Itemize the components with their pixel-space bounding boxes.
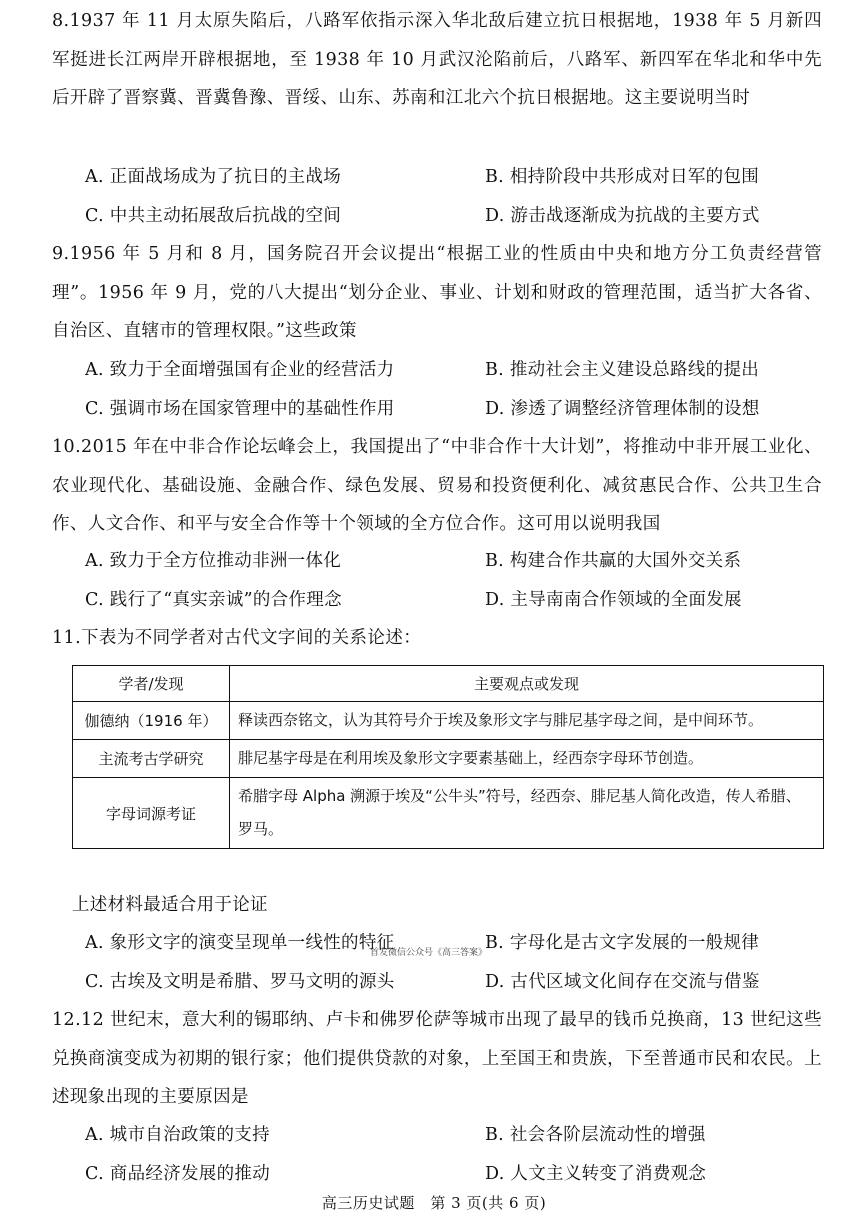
table-cell-view: 希腊字母 Alpha 溯源于埃及“公牛头”符号，经西奈、腓尼基人简化改造，传人希腊、罗马。 [230,778,824,849]
question-number: 11. [52,628,82,648]
question-9 [52,235,822,351]
question-stem: 1956 年 5 月和 8 月，国务院召开会议提出“根据工业的性质由中央和地方分工负责经营管理”。1956 年 9 月，党的八大提出“划分企业、事业、计划和财政的管理范围，适当扩大各省、自治区、直辖市的管理权限。”这些政策 [52,244,822,341]
question-stem: 下表为不同学者对古代文字间的关系论述： [81,628,422,648]
question-stem: 1937 年 11 月太原失陷后，八路军依指示深入华北敌后建立抗日根据地，1938 年 5 月新四军挺进长江两岸开辟根据地，至 1938 年 10 月武汉沦陷前后，八路军、新四军在华北和华中先后开辟了晋察冀、晋冀鲁豫、晋绥、山东、苏南和江北六个抗日根据地。这主要说明当时 [52,11,822,108]
question-12 [52,1001,822,1117]
scholar-table [72,665,824,849]
question-12-options [85,1116,825,1193]
table-header: 学者/发现 [73,666,230,702]
option-d[interactable]: D. 古代区域文化间存在交流与借鉴 [485,971,760,992]
table-row [73,740,824,778]
option-d[interactable]: D. 渗透了调整经济管理体制的设想 [485,398,760,419]
table-cell-scholar: 字母词源考证 [73,778,230,849]
table-row [73,778,824,849]
table-cell-scholar: 主流考古学研究 [73,740,230,778]
question-number: 10. [52,437,82,457]
question-11-options [85,924,825,1001]
option-a[interactable]: A. 致力于全面增强国有企业的经营活力 [85,360,395,380]
question-10-options [85,542,825,619]
option-d[interactable]: D. 人文主义转变了消费观念 [485,1163,707,1184]
question-11 [52,619,822,658]
option-a[interactable]: A. 象形文字的演变呈现单一线性的特征 [85,933,395,953]
option-b[interactable]: B. 相持阶段中共形成对日军的包围 [485,167,760,187]
question-8-options [85,158,825,235]
table-cell-view: 腓尼基字母是在利用埃及象形文字要素基础上，经西奈字母环节创造。 [230,740,824,778]
table-row [73,702,824,740]
option-b[interactable]: B. 推动社会主义建设总路线的提出 [485,360,760,380]
table-cell-view: 释读西奈铭文，认为其符号介于埃及象形文字与腓尼基字母之间，是中间环节。 [230,702,824,740]
question-stem: 2015 年在中非合作论坛峰会上，我国提出了“中非合作十大计划”，将推动中非开展工业化、农业现代化、基础设施、金融合作、绿色发展、贸易和投资便利化、减贫惠民合作、公共卫生合作、人文合作、和平与安全合作等十个领域的全方位合作。这可用以说明我国 [52,437,822,534]
table-header: 主要观点或发现 [230,666,824,702]
option-c[interactable]: C. 古埃及文明是希腊、罗马文明的源头 [85,971,395,992]
option-b[interactable]: B. 字母化是古文字发展的一般规律 [485,933,760,953]
option-a[interactable]: A. 致力于全方位推动非洲一体化 [85,551,342,571]
question-9-options [85,351,825,428]
option-c[interactable]: C. 强调市场在国家管理中的基础性作用 [85,398,395,419]
question-stem: 12 世纪末，意大利的锡耶纳、卢卡和佛罗伦萨等城市出现了最早的钱币兑换商，13 世纪这些兑换商演变成为初期的银行家；他们提供贷款的对象，上至国王和贵族，下至普通市民和农民。上述现象出现的主要原因是 [52,1010,822,1107]
question-8 [52,2,822,118]
option-c[interactable]: C. 践行了“真实亲诚”的合作理念 [85,589,342,610]
table-header-row [73,666,824,702]
watermark: 首发微信公众号《高三答案》 [370,948,488,958]
option-c[interactable]: C. 商品经济发展的推动 [85,1163,270,1184]
table-cell-scholar: 伽德纳（1916 年） [73,702,230,740]
question-number: 8. [52,11,70,31]
question-number: 9. [52,244,70,264]
option-a[interactable]: A. 城市自治政策的支持 [85,1125,270,1145]
option-b[interactable]: B. 社会各阶层流动性的增强 [485,1125,706,1145]
option-d[interactable]: D. 游击战逐渐成为抗战的主要方式 [485,205,760,226]
question-11-lead: 上述材料最适合用于论证 [72,895,268,915]
option-b[interactable]: B. 构建合作共赢的大国外交关系 [485,551,742,571]
question-number: 12. [52,1010,82,1030]
option-c[interactable]: C. 中共主动拓展敌后抗战的空间 [85,205,342,226]
option-d[interactable]: D. 主导南南合作领域的全面发展 [485,589,742,610]
page-footer: 高三历史试题 第 3 页(共 6 页) [321,1194,547,1212]
question-10 [52,428,822,544]
option-a[interactable]: A. 正面战场成为了抗日的主战场 [85,167,342,187]
